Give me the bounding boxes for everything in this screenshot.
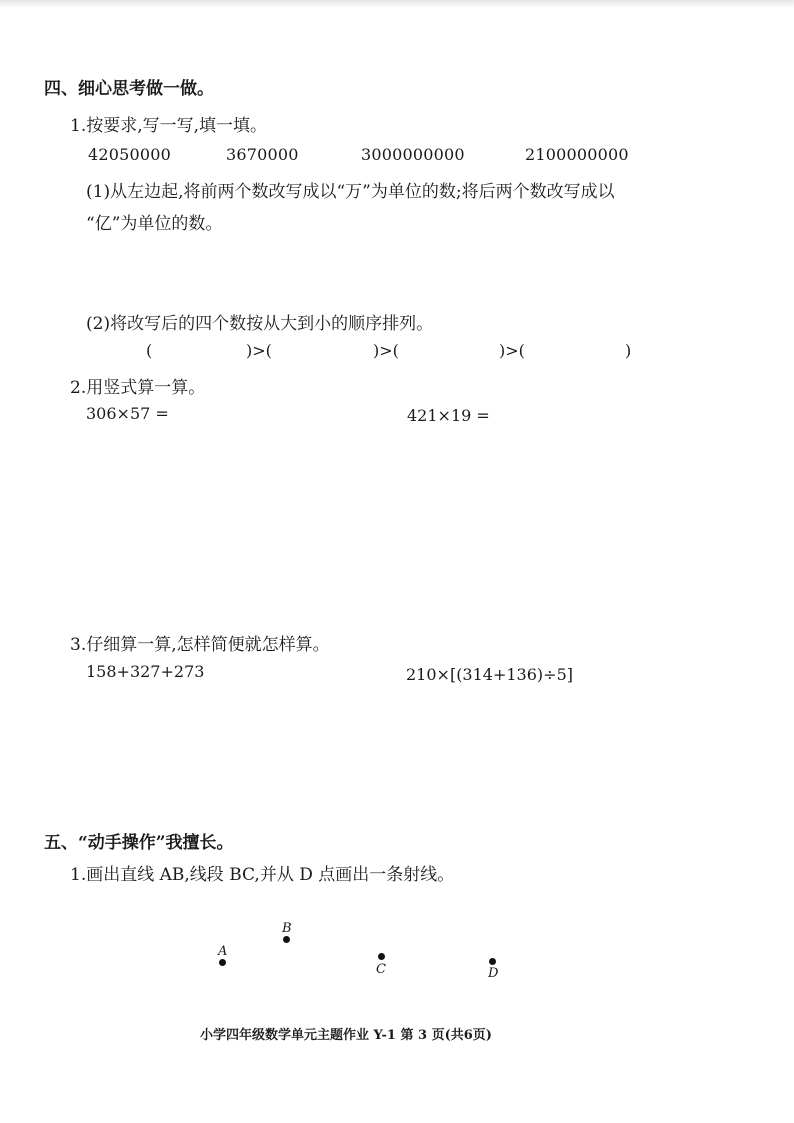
point-c-dot bbox=[378, 953, 385, 960]
number-1: 42050000 bbox=[88, 145, 172, 164]
q2-expr-2: 421×19 = bbox=[407, 406, 490, 425]
q3-expr-2: 210×[(314+136)÷5] bbox=[406, 665, 573, 684]
q1-sub2: (2)将改写后的四个数按从大到小的顺序排列。 bbox=[86, 314, 434, 334]
order-blank-sep-3: )>( bbox=[499, 341, 525, 360]
point-d-label: D bbox=[488, 966, 499, 981]
q1-sub1-line2: “亿”为单位的数。 bbox=[86, 214, 223, 234]
q1-sub1-line1: (1)从左边起,将前两个数改写成以“万”为单位的数;将后两个数改写成以 bbox=[86, 182, 615, 202]
q1-prompt: 1.按要求,写一写,填一填。 bbox=[70, 116, 268, 136]
order-blank-open: ( bbox=[146, 341, 153, 360]
s5-q1-prompt: 1.画出直线 AB,线段 BC,并从 D 点画出一条射线。 bbox=[70, 865, 455, 885]
order-blank-close: ) bbox=[625, 341, 632, 360]
point-a-label: A bbox=[218, 944, 228, 959]
point-b-label: B bbox=[282, 921, 292, 936]
point-b-dot bbox=[283, 936, 290, 943]
q3-prompt: 3.仔细算一算,怎样简便就怎样算。 bbox=[70, 635, 330, 655]
q3-expr-1: 158+327+273 bbox=[86, 662, 205, 681]
order-blank-sep-1: )>( bbox=[246, 341, 272, 360]
order-blank-sep-2: )>( bbox=[373, 341, 399, 360]
number-3: 3000000000 bbox=[361, 145, 465, 164]
q2-prompt: 2.用竖式算一算。 bbox=[70, 378, 206, 398]
number-2: 3670000 bbox=[226, 145, 299, 164]
page-footer: 小学四年级数学单元主题作业 Y-1 第 3 页(共6页) bbox=[200, 1028, 492, 1043]
number-4: 2100000000 bbox=[525, 145, 629, 164]
q2-expr-1: 306×57 = bbox=[86, 404, 169, 423]
point-a-dot bbox=[219, 959, 226, 966]
point-c-label: C bbox=[376, 962, 386, 977]
scan-top-edge bbox=[0, 0, 794, 8]
section-4-title: 四、细心思考做一做。 bbox=[44, 79, 214, 99]
point-d-dot bbox=[489, 958, 496, 965]
section-5-title: 五、“动手操作”我擅长。 bbox=[44, 833, 234, 853]
